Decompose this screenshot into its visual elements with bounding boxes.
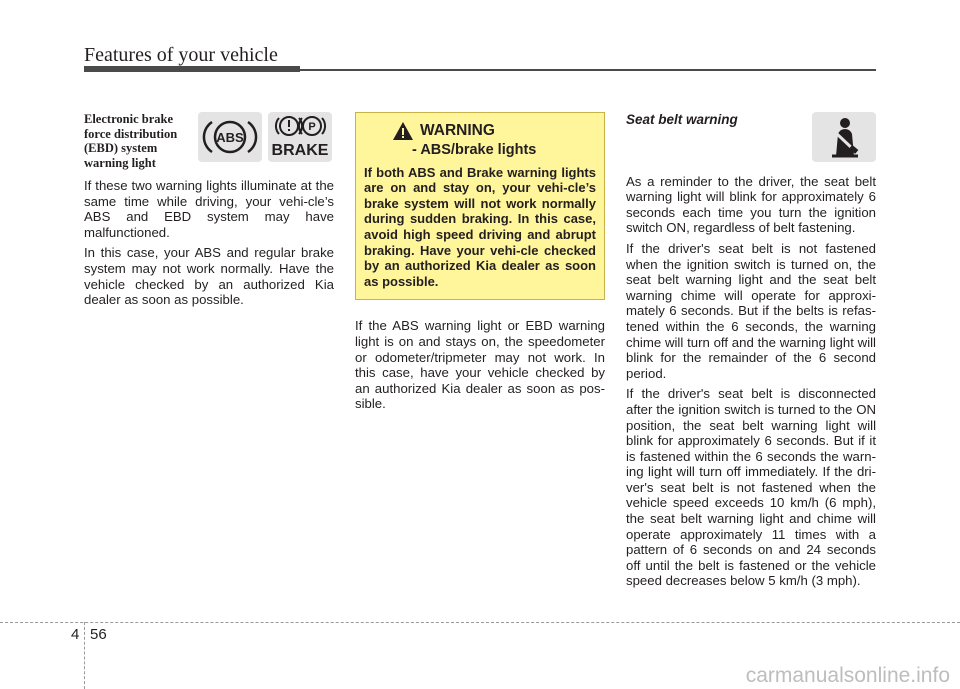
seatbelt-title: Seat belt warning xyxy=(626,112,738,127)
abs-paragraph: If the ABS warning light or EBD warning light is on and stays on, the speedometer or odometer/tripmeter may not work. In this case, have your vehicle checked by an authorized Kia dealer as soon as pos-sible. xyxy=(355,318,605,412)
warning-title: WARNING xyxy=(420,122,495,140)
chapter-number: 4 xyxy=(71,626,80,643)
warning-text: If both ABS and Brake warning lights are on and stay on, your vehi-cle’s brake system will not work normally during sudden braking. In this case, avoid high speed driving and abrupt braking. Have your vehi-cle checked by an authorized Kia dealer as soon as possible. xyxy=(364,164,596,289)
column-warning xyxy=(355,112,605,417)
ebd-paragraph-2: In this case, your ABS and regular brake system may not work normally. Have the vehicle checked by an authorized Kia dealer as soon as possible. xyxy=(84,245,334,308)
column-ebd xyxy=(84,112,334,313)
header-bar xyxy=(84,66,300,72)
watermark: carmanualsonline.info xyxy=(745,664,950,687)
header-rule xyxy=(300,69,876,71)
ebd-paragraph-1: If these two warning lights illuminate at the same time while driving, your vehi-cle’s ABS and EBD system may have malfunctioned. xyxy=(84,178,334,240)
warning-box xyxy=(355,112,605,300)
brake-icon-text: BRAKE xyxy=(271,142,329,159)
page-header-title: Features of your vehicle xyxy=(84,44,278,66)
warning-subtitle: - ABS/brake lights xyxy=(412,142,537,158)
parking-p-text: P xyxy=(308,121,316,133)
warning-triangle-icon xyxy=(392,121,414,141)
ebd-subtitle: Electronic brake force distribution (EBD) system warning light xyxy=(84,112,178,170)
seatbelt-paragraph-2: If the driver's seat belt is not fastened when the ignition switch is turned on, the seat belt warning light and the seat belt warning chime will operate for approxi-mately 6 seconds. But if the belts is refas-tened within the 6 seconds, the warning chime will turn off and the warning light will blink for the remainder of the 6 second period. xyxy=(626,240,876,381)
seatbelt-paragraph-3: If the driver's seat belt is disconnected after the ignition switch is turned to the ON position, the seat belt warning light will blink for approximately 6 seconds. But if it is fastened within the 6 seconds the warn-ing light will turn off immediately. If the dri-ver's seat belt is not fastened when the vehicle speed exceeds 10 km/h (6 mph), the seat belt warning light and chime will operate approximately 11 times with a pattern of 6 seconds on and 24 seconds off until the belt is fastened or the vehicle speed decreases below 5 km/h (3 mph). xyxy=(626,386,876,589)
seatbelt-paragraph-1: As a reminder to the driver, the seat belt warning light will blink for approximately 6 seconds each time you turn the ignition switch ON, regardless of belt fastening. xyxy=(626,173,876,236)
footer-vertical-divider xyxy=(84,622,85,689)
abs-icon-text: ABS xyxy=(216,130,244,145)
page-number: 56 xyxy=(90,626,107,643)
footer-divider xyxy=(0,622,960,623)
column-seatbelt xyxy=(626,112,876,594)
warning-heading xyxy=(392,121,596,141)
